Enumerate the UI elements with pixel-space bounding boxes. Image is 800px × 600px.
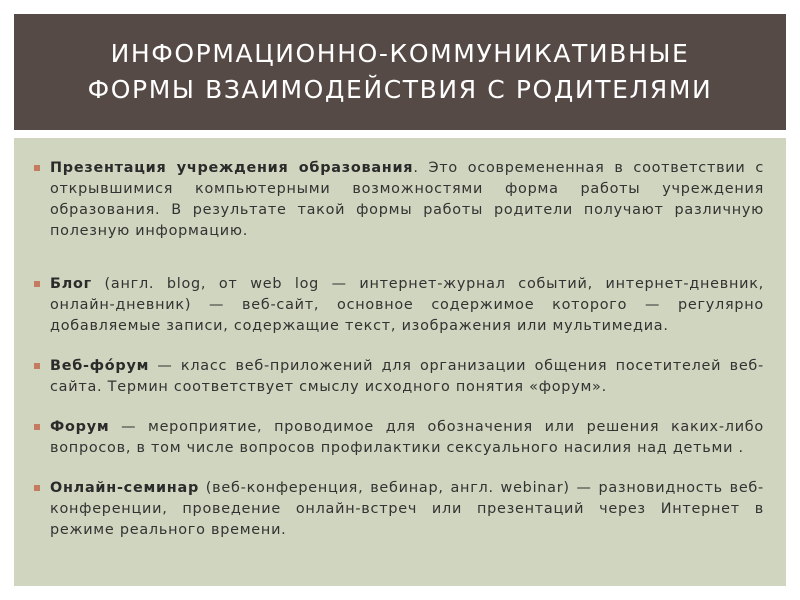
slide-title-line-2: ФОРМЫ ВЗАИМОДЕЙСТВИЯ С РОДИТЕЛЯМИ (87, 75, 713, 104)
slide-title-line-1: ИНФОРМАЦИОННО-КОММУНИКАТИВНЫЕ (110, 39, 690, 68)
square-bullet-icon (34, 363, 40, 369)
bullet-item-forum (34, 417, 764, 459)
term-webinar: Онлайн-семинар (50, 480, 200, 496)
square-bullet-icon (34, 424, 40, 430)
square-bullet-icon (34, 165, 40, 171)
slide-content (14, 138, 786, 586)
slide-title-bar (14, 14, 786, 130)
term-blog: Блог (50, 276, 92, 292)
bullet-item-webinar (34, 478, 764, 541)
square-bullet-icon (34, 485, 40, 491)
term-web-forum: Веб-фо́рум (50, 358, 150, 374)
square-bullet-icon (34, 281, 40, 287)
definition-web-forum: — класс веб-приложений для организации общения посетителей веб-сайта. Термин соответствует смыслу исходного понятия «форум». (50, 358, 764, 395)
definition-forum: — мероприятие, проводимое для обозначения или решения каких-либо вопросов, в том числе вопросов профилактики сексуального насилия над детьми . (50, 419, 764, 456)
term-presentation: Презентация учреждения образования (50, 160, 414, 176)
definition-webinar: (веб-конференция, вебинар, англ. webinar) — разновидность веб-конференции, проведение онлайн-встреч или презентаций через Интернет в режиме реального времени. (50, 480, 764, 538)
definition-blog: (англ. blog, от web log — интернет-журнал событий, интернет-дневник, онлайн-дневник) — веб-сайт, основное содержимое которого — регулярно добавляемые записи, содержащие текст, изображения или мультимедиа. (50, 276, 764, 334)
term-forum: Форум (50, 419, 110, 435)
bullet-item-blog (34, 274, 764, 337)
bullet-item-presentation (34, 158, 764, 242)
bullet-item-web-forum (34, 356, 764, 398)
definition-presentation: . Это осовремененная в соответствии с открывшимися компьютерными возможностями форма работы учреждения образования. В результате такой формы работы родители получают различную полезную информацию. (50, 160, 764, 239)
